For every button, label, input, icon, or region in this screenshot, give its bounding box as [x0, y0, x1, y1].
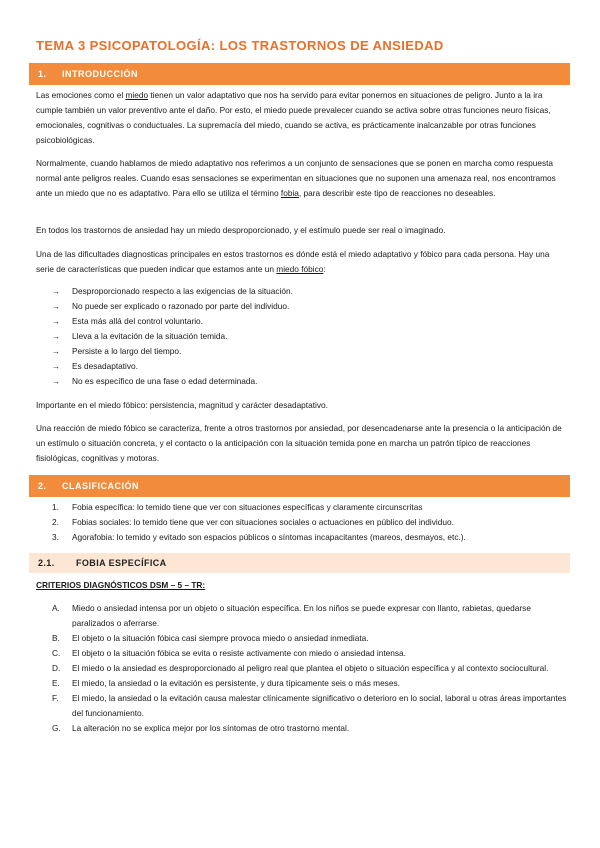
arrow-right-icon: → [52, 332, 60, 341]
list-item-text: Persiste a lo largo del tiempo. [72, 346, 182, 356]
classification-item [52, 500, 568, 515]
list-item-text: La alteración no se explica mejor por los síntomas de otro trastorno mental. [72, 723, 350, 733]
characteristic-item [52, 329, 568, 344]
section-label: CLASIFICACIÓN [62, 481, 139, 491]
underlined-term-miedo-fobico: miedo fóbico [276, 264, 324, 274]
list-marker: C. [52, 648, 61, 658]
list-item-text: Fobia específica: lo temido tiene que ver con situaciones específicas y claramente circunscritas [72, 502, 423, 512]
classification-list [52, 500, 568, 545]
characteristic-item [52, 314, 568, 329]
list-marker: B. [52, 633, 60, 643]
page-title: TEMA 3 PSICOPATOLOGÍA: LOS TRASTORNOS DE ANSIEDAD [36, 38, 444, 53]
list-marker: 3. [52, 532, 59, 542]
characteristic-item [52, 284, 568, 299]
list-marker: E. [52, 678, 60, 688]
criterion-item [52, 631, 568, 646]
section-label: INTRODUCCIÓN [62, 69, 138, 79]
underlined-term-fobia: fobia [280, 188, 299, 198]
diagnostic-criteria-list [52, 601, 568, 736]
section-number: 1. [38, 69, 47, 79]
criterion-item [52, 661, 568, 676]
section-number: 2. [38, 481, 47, 491]
list-item-text: No es específico de una fase o edad determinada. [72, 376, 258, 386]
intro-paragraph-4: Una de las dificultades diagnosticas principales en estos trastornos es dónde está el miedo adaptativo y fóbico para cada persona. Hay una serie de características que pueden indicar que estamos ante un miedo fóbico: [36, 249, 550, 274]
list-item-text: El objeto o la situación fóbica casi siempre provoca miedo o ansiedad inmediata. [72, 633, 369, 643]
subsection-label: FOBIA ESPECÍFICA [76, 558, 167, 568]
list-item-text: Lleva a la evitación de la situación temida. [72, 331, 228, 341]
list-item-text: El miedo, la ansiedad o la evitación causa malestar clínicamente significativo o deterioro en lo social, laboral u otras áreas importantes del funcionamiento. [72, 693, 567, 718]
list-marker: D. [52, 663, 61, 673]
criterion-item [52, 676, 568, 691]
list-marker: 2. [52, 517, 59, 527]
intro-paragraph-2: Normalmente, cuando hablamos de miedo adaptativo nos referimos a un conjunto de sensaciones que se ponen en marcha como respuesta normal ante peligros reales. Cuando esas sensaciones se experimentan en situaciones que no suponen una amenaza real, nos encontramos ante un miedo que no es adaptativo. Para ello se utiliza el término fobia, para describir este tipo de reacciones no deseables. [36, 158, 556, 198]
arrow-right-icon: → [52, 377, 60, 386]
characteristic-item [52, 299, 568, 314]
intro-paragraph-6: Una reacción de miedo fóbico se caracteriza, frente a otros trastornos por ansiedad, por desencadenarse ante la presencia o la anticipación de un estímulo o situación concreta, y el contacto o la anticipación con la situación temida pone en marcha un patrón típico de reacciones fisiológicas, cognitivas y motoras. [36, 423, 562, 463]
intro-paragraph-3: En todos los trastornos de ansiedad hay un miedo desproporcionado, y el estímulo puede ser real o imaginado. [36, 225, 446, 235]
phobic-fear-characteristics-list [52, 284, 568, 389]
list-item-text: El objeto o la situación fóbica se evita o resiste activamente con miedo o ansiedad intensa. [72, 648, 406, 658]
intro-paragraph-5: Importante en el miedo fóbico: persistencia, magnitud y carácter desadaptativo. [36, 400, 328, 410]
arrow-right-icon: → [52, 317, 60, 326]
classification-item [52, 530, 568, 545]
arrow-right-icon: → [52, 302, 60, 311]
list-item-text: Desproporcionado respecto a las exigencias de la situación. [72, 286, 293, 296]
characteristic-item [52, 359, 568, 374]
arrow-right-icon: → [52, 287, 60, 296]
characteristic-item [52, 374, 568, 389]
criterion-item [52, 691, 568, 721]
criteria-title: CRITERIOS DIAGNÓSTICOS DSM – 5 – TR: [36, 580, 206, 590]
list-item-text: Esta más allá del control voluntario. [72, 316, 203, 326]
criterion-item [52, 646, 568, 661]
criterion-item [52, 721, 568, 736]
list-item-text: No puede ser explicado o razonado por parte del individuo. [72, 301, 290, 311]
list-marker: A. [52, 603, 60, 613]
characteristic-item [52, 344, 568, 359]
intro-paragraph-1: Las emociones como el miedo tienen un valor adaptativo que nos ha servido para evitar ponernos en situaciones de peligro. Junto a la ira cumple también un valor preventivo ante el daño. Por esto, el miedo puede prevalecer cuando se activa sobre otras funciones neuro físicas, emocionales, cognitivas o conductuales. La supremacía del miedo, cuando se activa, es prácticamente inalcanzable por otras funciones psicobiológicas. [36, 90, 551, 145]
section-header-introduccion [29, 63, 570, 85]
list-item-text: Miedo o ansiedad intensa por un objeto o situación específica. En los niños se puede expresar con llanto, rabietas, quedarse paralizados o aferrarse. [72, 603, 531, 628]
section-header-clasificacion [29, 475, 570, 497]
classification-item [52, 515, 568, 530]
subsection-number: 2.1. [38, 558, 55, 568]
list-item-text: Es desadaptativo. [72, 361, 138, 371]
criterion-item [52, 601, 568, 631]
list-item-text: Agorafobia: lo temido y evitado son espacios públicos o síntomas incapacitantes (mareos, desmayos, etc.). [72, 532, 466, 542]
underlined-term-miedo: miedo [125, 90, 149, 100]
arrow-right-icon: → [52, 347, 60, 356]
subsection-header-fobia-especifica [29, 553, 570, 573]
list-item-text: El miedo o la ansiedad es desproporcionado al peligro real que plantea el objeto o situación específica y al contexto sociocultural. [72, 663, 549, 673]
list-marker: 1. [52, 502, 59, 512]
list-marker: G. [52, 723, 61, 733]
list-marker: F. [52, 693, 59, 703]
list-item-text: Fobias sociales: lo temido tiene que ver con situaciones sociales o actuaciones en público del individuo. [72, 517, 454, 527]
arrow-right-icon: → [52, 362, 60, 371]
list-item-text: El miedo, la ansiedad o la evitación es persistente, y dura típicamente seis o más meses. [72, 678, 400, 688]
